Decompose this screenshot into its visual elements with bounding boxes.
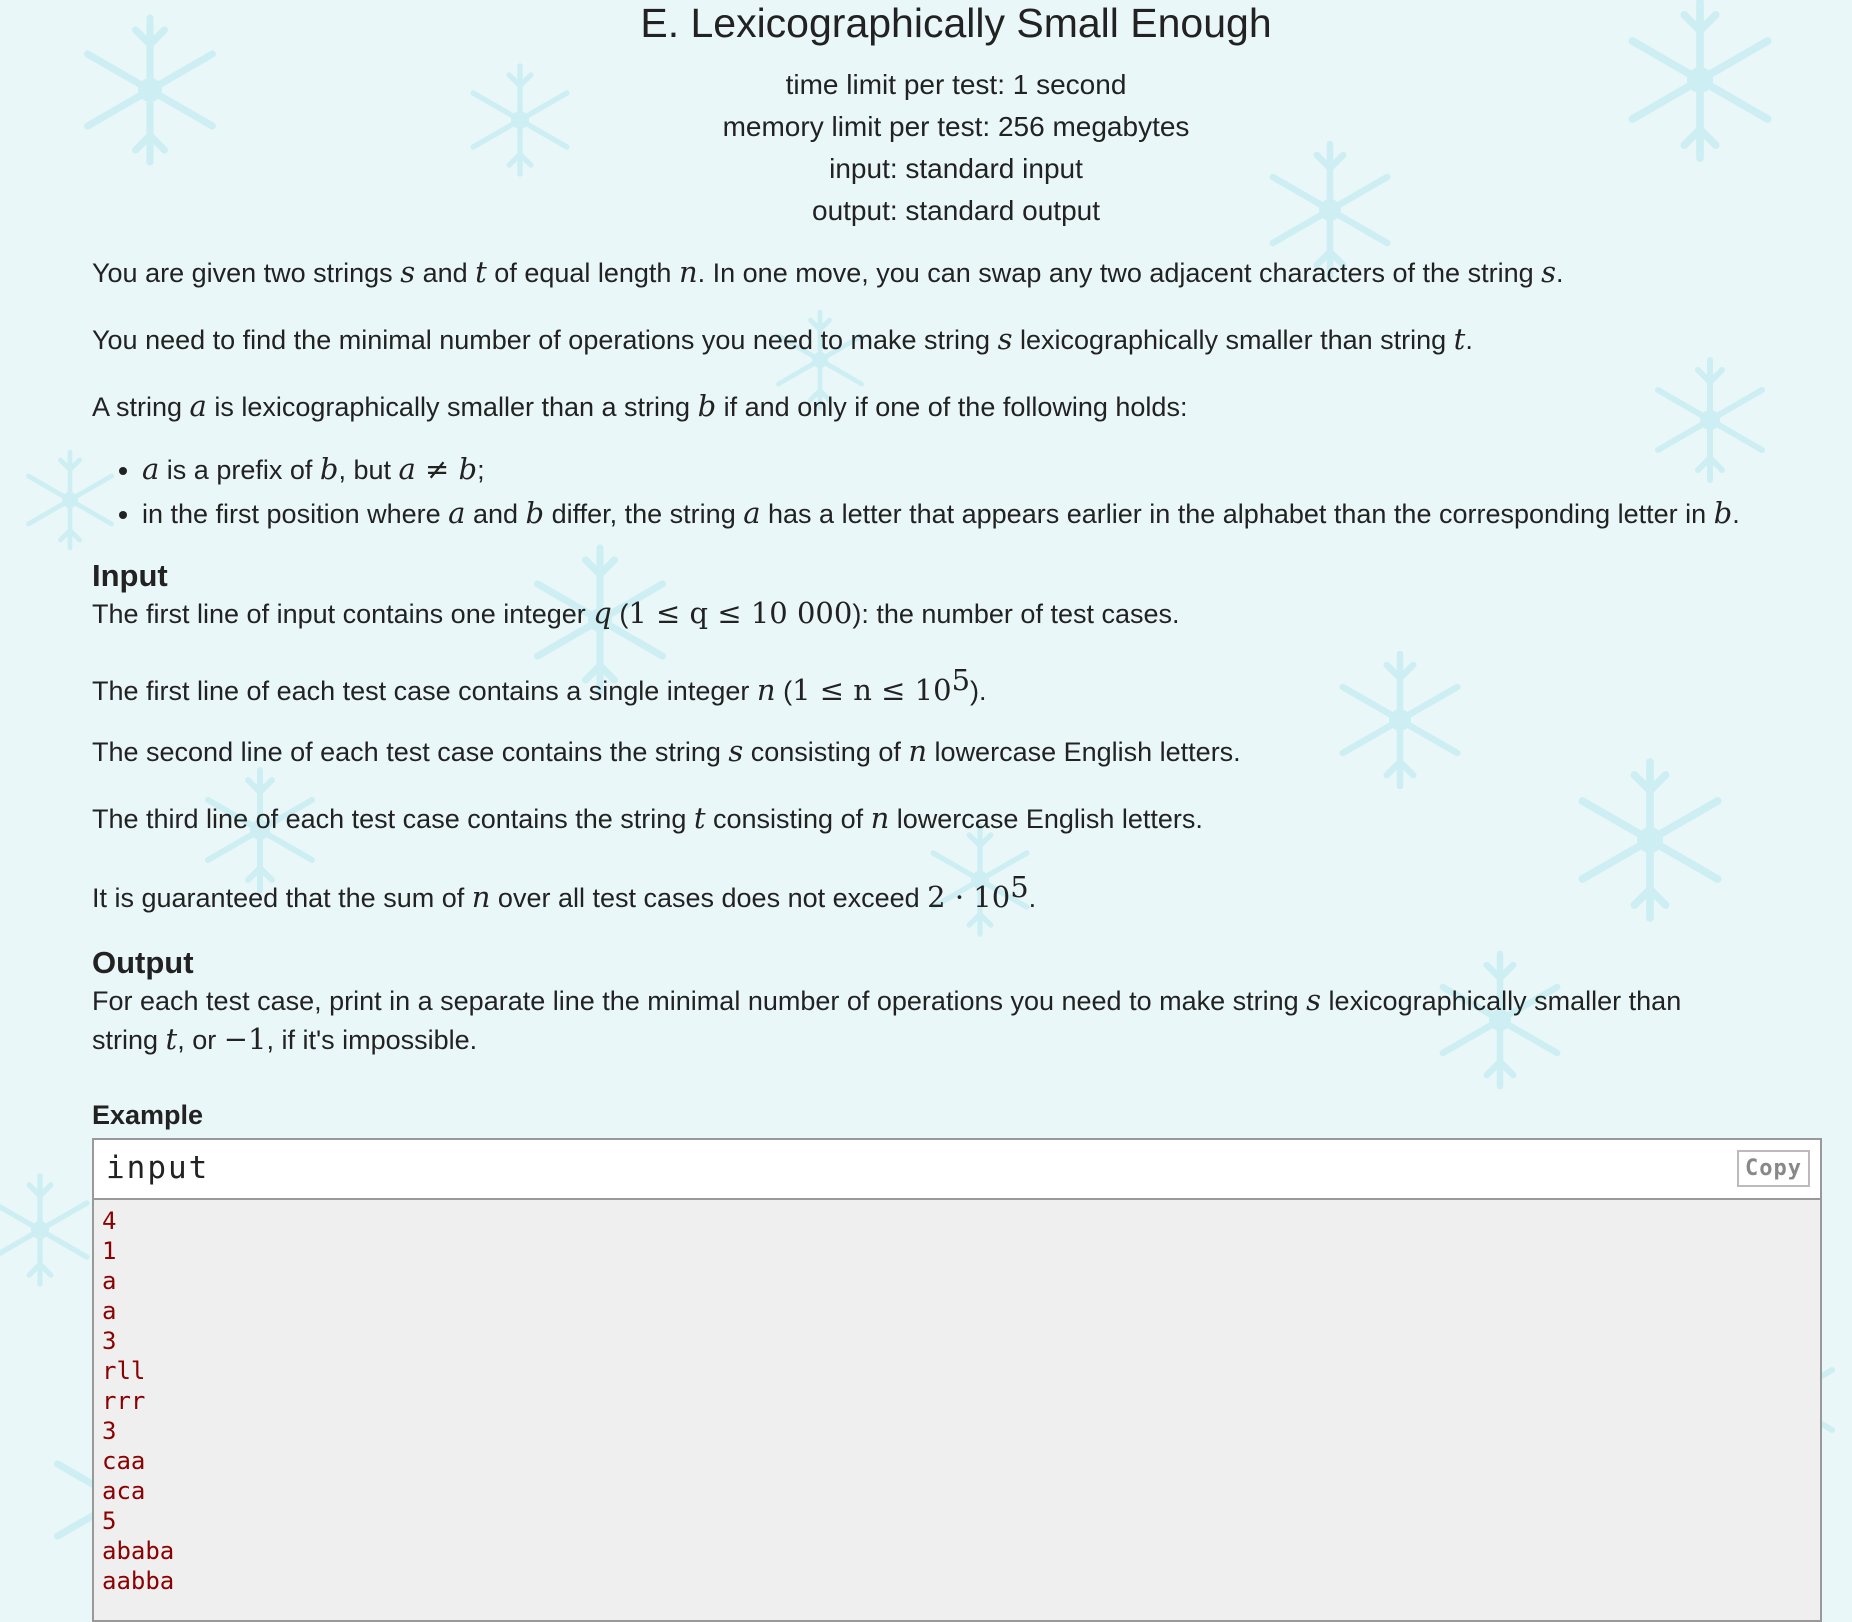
list-item: • in the first position where a and b differ, the string a has a letter that appears earlier in the alphabet than the corresponding letter in b. [142, 492, 1820, 536]
example-heading: Example [92, 1100, 204, 1130]
input-line-3: The second line of each test case contains the string s consisting of n lowercase English letters. [92, 734, 1241, 768]
output-description: For each test case, print in a separate line the minimal number of operations you need to make string s lexicographically smaller than string t, or −1, if it's impossible. [92, 983, 1682, 1056]
sample-line: 5 [102, 1507, 117, 1535]
problem-statement [92, 0, 1820, 1595]
memory-limit: memory limit per test: 256 megabytes [722, 111, 1190, 142]
sample-line: 3 [102, 1417, 117, 1445]
problem-title: E. Lexicographically Small Enough [640, 0, 1272, 46]
sample-input-title: input [106, 1150, 210, 1186]
sample-line: 1 [102, 1237, 117, 1265]
sample-line: caa [102, 1447, 146, 1475]
sample-line: a [102, 1267, 117, 1295]
input-line-4: The third line of each test case contains the string t consisting of n lowercase English letters. [92, 801, 1203, 835]
sample-line: aca [102, 1477, 146, 1505]
statement-paragraph-3: A string a is lexicographically smaller than a string b if and only if one of the following holds: [92, 389, 1188, 423]
sample-input-box [92, 1138, 1822, 1622]
output-heading: Output [92, 945, 194, 980]
input-line-2: The first line of each test case contains a single integer n $(1 \le n \le 10^5)$. [92, 663, 987, 707]
sample-line: aabba [102, 1567, 175, 1595]
output-source: output: standard output [812, 195, 1100, 226]
input-source: input: standard input [829, 153, 1083, 184]
sample-line: 4 [102, 1207, 117, 1235]
input-line-1: The first line of input contains one integer q (1 ≤ q ≤ 10 000): the number of test cases. [92, 596, 1180, 630]
input-heading: Input [92, 558, 168, 593]
statement-paragraph-2: You need to find the minimal number of operations you need to make string s lexicographically smaller than string t. [92, 322, 1473, 356]
copy-button[interactable]: Copy [1737, 1150, 1810, 1187]
sample-input-content[interactable] [94, 1200, 1820, 1602]
sample-line: rll [102, 1357, 146, 1385]
statement-paragraph-1: You are given two strings s and t of equal length n. In one move, you can swap any two adjacent characters of the string s. [92, 255, 1564, 289]
time-limit: time limit per test: 1 second [785, 69, 1127, 100]
sample-line: ababa [102, 1537, 175, 1565]
definition-list [92, 448, 1820, 536]
input-line-5: It is guaranteed that the sum of n over all test cases does not exceed $2 \cdot 10^5$. [92, 870, 1037, 914]
sample-input-header [94, 1140, 1820, 1200]
sample-line: rrr [102, 1387, 146, 1415]
sample-line: 3 [102, 1327, 117, 1355]
sample-line: a [102, 1297, 117, 1325]
problem-limits [92, 64, 1820, 232]
list-item: • a is a prefix of b, but a ≠ b; [142, 448, 1820, 492]
